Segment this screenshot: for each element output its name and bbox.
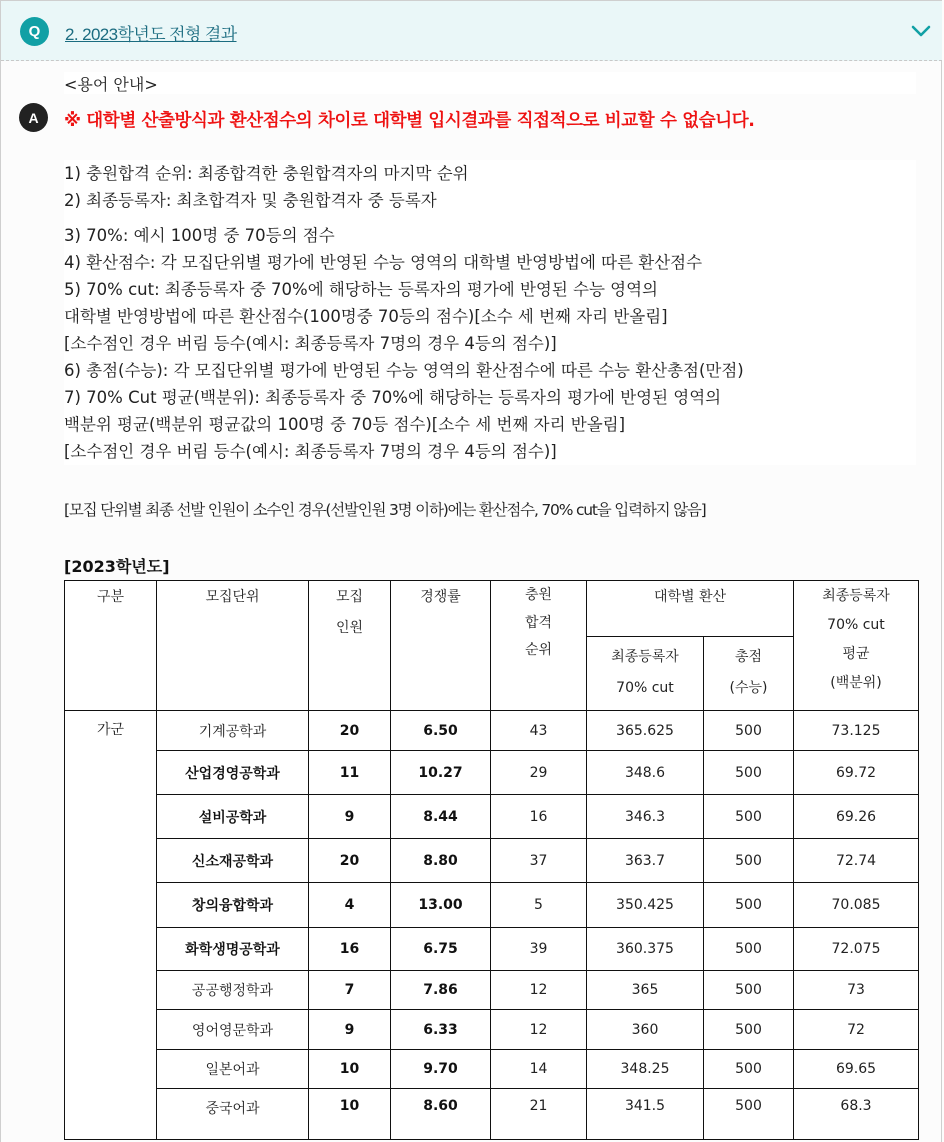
rank-cell: 12	[491, 971, 587, 1010]
ratio-cell: 10.27	[391, 751, 491, 795]
definitions-list	[64, 160, 916, 465]
header-rank: 충원 합격 순위	[491, 581, 587, 711]
rank-cell: 39	[491, 928, 587, 971]
unit-cell: 기계공학과	[157, 711, 309, 751]
rank-cell: 14	[491, 1050, 587, 1089]
header-conversion: 대학별 환산	[587, 581, 794, 637]
total-cell: 500	[704, 883, 794, 928]
quota-cell: 4	[309, 883, 391, 928]
header-ratio: 경쟁률	[391, 581, 491, 711]
table-row	[65, 795, 919, 839]
unit-cell: 영어영문학과	[157, 1010, 309, 1050]
avg-cell: 72	[794, 1010, 919, 1050]
quota-cell: 9	[309, 795, 391, 839]
cut-cell: 350.425	[587, 883, 704, 928]
total-cell: 500	[704, 1089, 794, 1140]
ratio-cell: 8.44	[391, 795, 491, 839]
definition-item: 6) 총점(수능): 각 모집단위별 평가에 반영된 수능 영역의 환산점수에 따른 수능 환산총점(만점)	[64, 361, 744, 380]
cut-cell: 363.7	[587, 839, 704, 883]
table-row	[65, 1089, 919, 1140]
definition-item: 4) 환산점수: 각 모집단위별 평가에 반영된 수능 영역의 대학별 반영방법에 따른 환산점수	[64, 253, 703, 272]
unit-cell: 공공행정학과	[157, 971, 309, 1010]
rank-cell: 16	[491, 795, 587, 839]
avg-cell: 69.72	[794, 751, 919, 795]
ratio-cell: 13.00	[391, 883, 491, 928]
rank-cell: 37	[491, 839, 587, 883]
table-row	[65, 711, 919, 751]
avg-cell: 69.26	[794, 795, 919, 839]
question-title-link[interactable]: 2. 2023학년도 전형 결과	[65, 25, 237, 44]
ratio-cell: 6.75	[391, 928, 491, 971]
avg-cell: 72.075	[794, 928, 919, 971]
admission-results-table	[64, 580, 919, 1140]
total-cell: 500	[704, 795, 794, 839]
ratio-cell: 9.70	[391, 1050, 491, 1089]
table-row	[65, 1050, 919, 1089]
table-row	[65, 971, 919, 1010]
definition-item: 1) 충원합격 순위: 최종합격한 충원합격자의 마지막 순위	[64, 164, 469, 183]
chevron-down-icon[interactable]	[910, 23, 932, 39]
header-cut: 최종등록자 70% cut	[587, 637, 704, 711]
avg-cell: 68.3	[794, 1089, 919, 1140]
year-heading: [2023학년도]	[64, 557, 170, 576]
avg-cell: 73	[794, 971, 919, 1010]
quota-cell: 9	[309, 1010, 391, 1050]
input-note: [모집 단위별 최종 선발 인원이 소수인 경우(선발인원 3명 이하)에는 환산점수, 70% cut을 입력하지 않음]	[64, 501, 706, 519]
total-cell: 500	[704, 1050, 794, 1089]
guide-title: <용어 안내>	[64, 72, 916, 94]
definition-item: 5) 70% cut: 최종등록자 중 70%에 해당하는 등록자의 평가에 반영된 수능 영역의	[64, 280, 658, 299]
table-row	[65, 883, 919, 928]
unit-cell: 창의융합학과	[157, 883, 309, 928]
table-row	[65, 751, 919, 795]
quota-cell: 16	[309, 928, 391, 971]
definition-item: 대학별 반영방법에 따른 환산점수(100명중 70등의 점수)[소수 세 번째 자리 반올림]	[64, 307, 668, 326]
total-cell: 500	[704, 1010, 794, 1050]
header-group: 구분	[65, 581, 157, 711]
quota-cell: 11	[309, 751, 391, 795]
answer-badge-icon: A	[19, 103, 48, 132]
definition-item: 2) 최종등록자: 최초합격자 및 충원합격자 중 등록자	[64, 191, 437, 210]
unit-cell: 일본어과	[157, 1050, 309, 1089]
header-avg: 최종등록자 70% cut 평균 (백분위)	[794, 581, 919, 711]
total-cell: 500	[704, 971, 794, 1010]
total-cell: 500	[704, 751, 794, 795]
total-cell: 500	[704, 928, 794, 971]
rank-cell: 29	[491, 751, 587, 795]
cut-cell: 346.3	[587, 795, 704, 839]
table-row	[65, 839, 919, 883]
total-cell: 500	[704, 711, 794, 751]
cut-cell: 348.6	[587, 751, 704, 795]
ratio-cell: 8.80	[391, 839, 491, 883]
avg-cell: 72.74	[794, 839, 919, 883]
table-row	[65, 1010, 919, 1050]
cut-cell: 365	[587, 971, 704, 1010]
quota-cell: 10	[309, 1050, 391, 1089]
avg-cell: 69.65	[794, 1050, 919, 1089]
ratio-cell: 6.33	[391, 1010, 491, 1050]
unit-cell: 신소재공학과	[157, 839, 309, 883]
definition-item: 백분위 평균(백분위 평균값의 100명 중 70등 점수)[소수 세 번째 자리 반올림]	[64, 415, 626, 434]
table-row	[65, 928, 919, 971]
cut-cell: 341.5	[587, 1089, 704, 1140]
faq-question-bar[interactable]	[1, 1, 942, 61]
cut-cell: 348.25	[587, 1050, 704, 1089]
cut-cell: 365.625	[587, 711, 704, 751]
rank-cell: 43	[491, 711, 587, 751]
question-badge-icon: Q	[20, 17, 49, 46]
unit-cell: 중국어과	[157, 1089, 309, 1140]
quota-cell: 20	[309, 711, 391, 751]
unit-cell: 화학생명공학과	[157, 928, 309, 971]
ratio-cell: 8.60	[391, 1089, 491, 1140]
unit-cell: 설비공학과	[157, 795, 309, 839]
header-unit: 모집단위	[157, 581, 309, 711]
quota-cell: 10	[309, 1089, 391, 1140]
total-cell: 500	[704, 839, 794, 883]
avg-cell: 70.085	[794, 883, 919, 928]
definition-item: 7) 70% Cut 평균(백분위): 최종등록자 중 70%에 해당하는 등록자의 평가에 반영된 영역의	[64, 388, 722, 407]
quota-cell: 20	[309, 839, 391, 883]
definition-item: [소수점인 경우 버림 등수(예시: 최종등록자 7명의 경우 4등의 점수)]	[64, 334, 557, 353]
header-total: 총점 (수능)	[704, 637, 794, 711]
avg-cell: 73.125	[794, 711, 919, 751]
cut-cell: 360.375	[587, 928, 704, 971]
definition-item: 3) 70%: 예시 100명 중 70등의 점수	[64, 226, 335, 245]
ratio-cell: 6.50	[391, 711, 491, 751]
unit-cell: 산업경영공학과	[157, 751, 309, 795]
ratio-cell: 7.86	[391, 971, 491, 1010]
definition-item: [소수점인 경우 버림 등수(예시: 최종등록자 7명의 경우 4등의 점수)]	[64, 442, 557, 461]
rank-cell: 21	[491, 1089, 587, 1140]
warning-notice: ※ 대학별 산출방식과 환산점수의 차이로 대학별 입시결과를 직접적으로 비교할 수 없습니다.	[64, 111, 755, 131]
header-quota: 모집 인원	[309, 581, 391, 711]
group-cell: 가군	[65, 711, 157, 1140]
rank-cell: 5	[491, 883, 587, 928]
cut-cell: 360	[587, 1010, 704, 1050]
quota-cell: 7	[309, 971, 391, 1010]
rank-cell: 12	[491, 1010, 587, 1050]
